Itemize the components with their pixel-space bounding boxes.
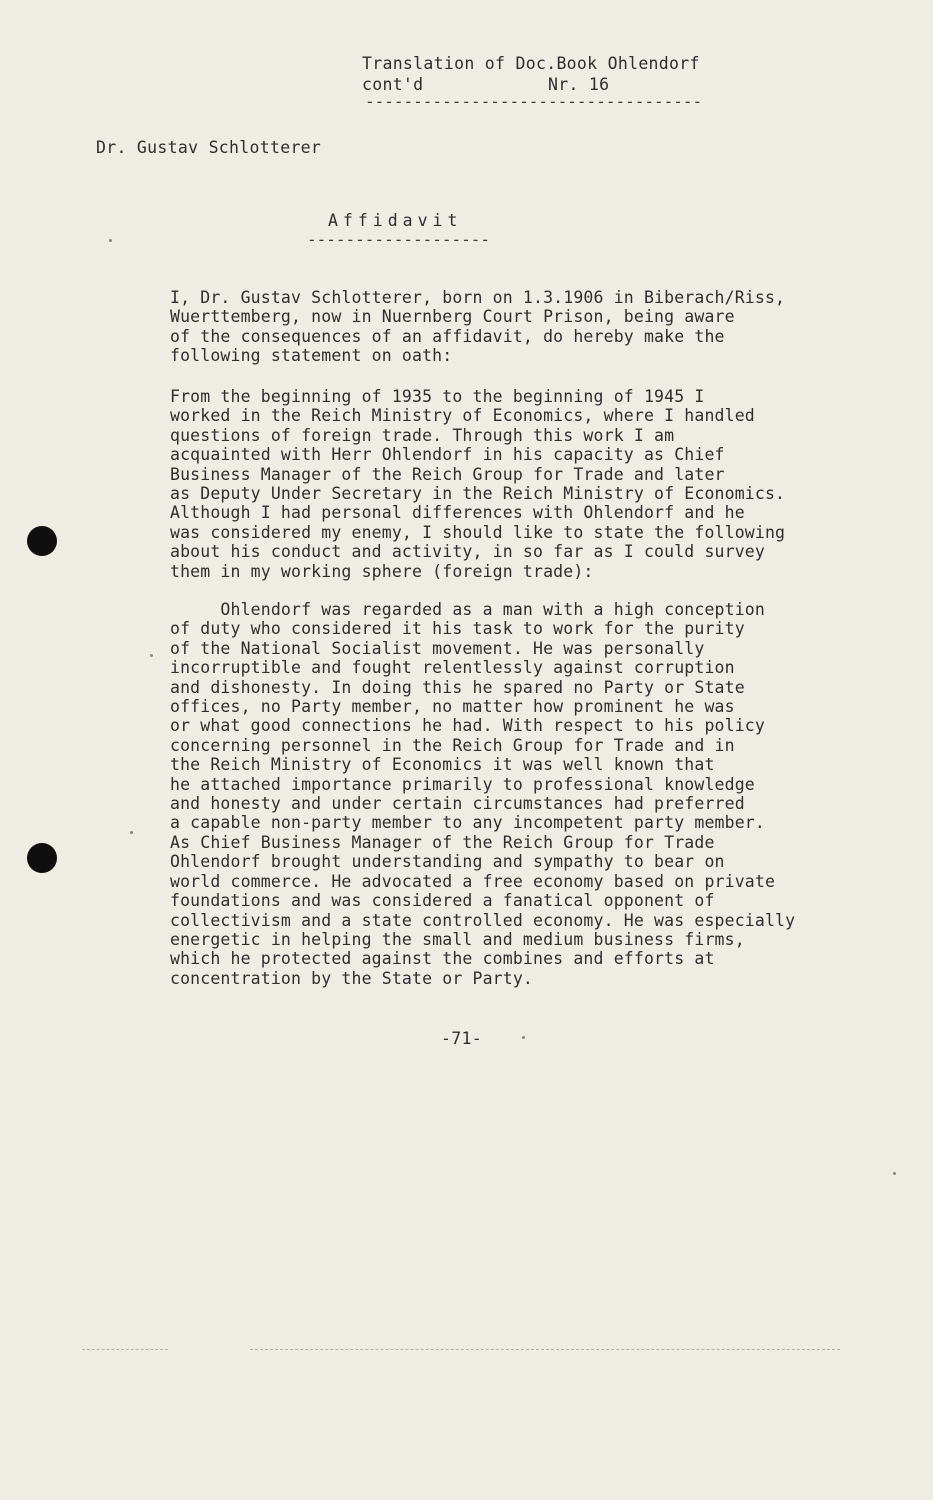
header-rule: ----------------------------------- xyxy=(365,92,703,111)
text-line: energetic in helping the small and medium business firms, xyxy=(170,929,745,949)
text-line: world commerce. He advocated a free economy based on private xyxy=(170,871,776,891)
text-line: acquainted with Herr Ohlendorf in his capacity as Chief xyxy=(170,445,725,465)
text-line: of the consequences of an affidavit, do hereby make the xyxy=(170,326,725,346)
text-line: offices, no Party member, no matter how prominent he was xyxy=(170,697,735,717)
text-line: I, Dr. Gustav Schlotterer, born on 1.3.1906 in Biberach/Riss, xyxy=(170,288,786,307)
title-rule: ------------------- xyxy=(307,230,491,249)
header-translation: Translation of Doc.Book Ohlendorf xyxy=(362,54,700,73)
text-line: incorruptible and fought relentlessly against corruption xyxy=(170,658,735,678)
text-line: following statement on oath: xyxy=(170,346,453,366)
text-line: From the beginning of 1935 to the beginning of 1945 I xyxy=(170,387,705,406)
text-line: as Deputy Under Secretary in the Reich Ministry of Economics. xyxy=(170,484,786,504)
paragraph-oath xyxy=(170,288,885,366)
text-line: about his conduct and activity, in so far as I could survey xyxy=(170,542,765,562)
paragraph-conduct xyxy=(170,600,885,988)
paragraph-background xyxy=(170,387,885,581)
text-line: a capable non-party member to any incompetent party member. xyxy=(170,813,765,833)
ink-speck xyxy=(150,654,153,657)
text-line: As Chief Business Manager of the Reich Group for Trade xyxy=(170,832,715,852)
text-line: questions of foreign trade. Through this work I am xyxy=(170,425,675,445)
document-title: Affidavit xyxy=(328,211,463,230)
text-line: of duty who considered it his task to work for the purity xyxy=(170,619,745,639)
text-line: or what good connections he had. With respect to his policy xyxy=(170,716,765,736)
page-number: -71- xyxy=(441,1029,482,1048)
text-line: concerning personnel in the Reich Group for Trade and in xyxy=(170,735,735,755)
text-line: and honesty and under certain circumstances had preferred xyxy=(170,794,745,814)
text-line: collectivism and a state controlled economy. He was especially xyxy=(170,910,796,930)
text-line: Ohlendorf was regarded as a man with a high conception xyxy=(170,600,765,619)
text-line: foundations and was considered a fanatical opponent of xyxy=(170,891,715,911)
punch-hole-top xyxy=(27,526,57,556)
text-line: and dishonesty. In doing this he spared no Party or State xyxy=(170,677,745,697)
text-line: the Reich Ministry of Economics it was well known that xyxy=(170,755,715,775)
header-number: Nr. 16 xyxy=(548,75,610,94)
text-line: he attached importance primarily to professional knowledge xyxy=(170,774,755,794)
ink-speck xyxy=(130,831,133,834)
text-line: worked in the Reich Ministry of Economics, where I handled xyxy=(170,406,755,426)
ink-speck xyxy=(893,1172,896,1175)
bottom-dash-right xyxy=(250,1349,840,1350)
text-line: Wuerttemberg, now in Nuernberg Court Prison, being aware xyxy=(170,307,735,327)
text-line: of the National Socialist movement. He was personally xyxy=(170,638,705,658)
ink-speck xyxy=(522,1036,525,1039)
header-contd: cont'd xyxy=(362,75,424,94)
text-line: Ohlendorf brought understanding and sympathy to bear on xyxy=(170,852,725,872)
text-line: Business Manager of the Reich Group for Trade and later xyxy=(170,464,725,484)
affiant-name: Dr. Gustav Schlotterer xyxy=(96,138,322,157)
text-line: Although I had personal differences with Ohlendorf and he xyxy=(170,503,745,523)
text-line: which he protected against the combines and efforts at xyxy=(170,949,715,969)
text-line: them in my working sphere (foreign trade): xyxy=(170,561,594,581)
bottom-dash-left xyxy=(82,1349,168,1350)
ink-speck xyxy=(109,239,112,242)
text-line: concentration by the State or Party. xyxy=(170,968,534,988)
text-line: was considered my enemy, I should like to state the following xyxy=(170,522,786,542)
punch-hole-bottom xyxy=(27,843,57,873)
